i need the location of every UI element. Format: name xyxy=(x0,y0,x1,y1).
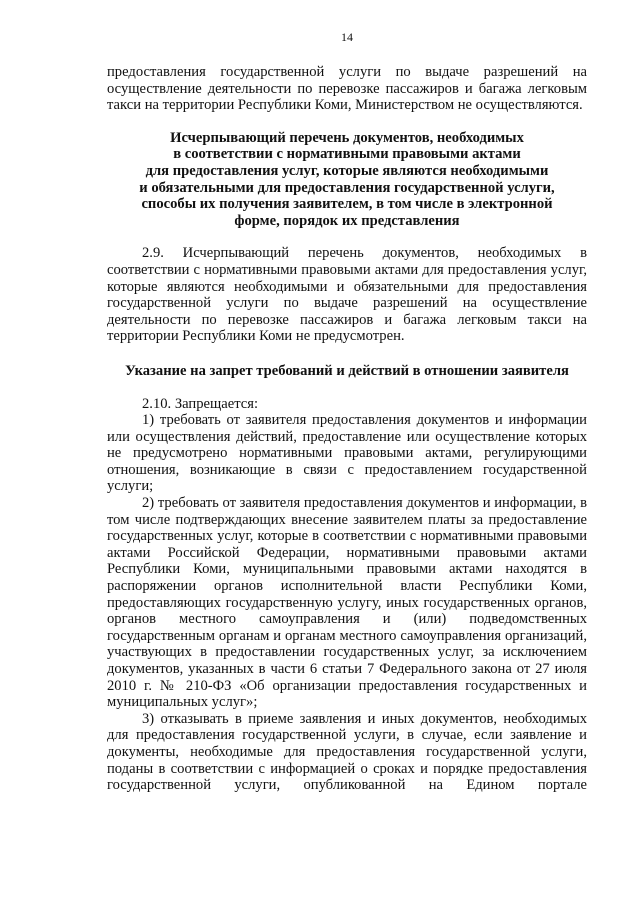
section-heading xyxy=(107,130,587,230)
list-item-1: 1) требовать от заявителя предоставления документов и информации или осуществления действий, предоставление или осуществление которых не предусмотрено нормативными правовыми актами, регулирующими отношения, возникающие в связи с предоставлением государственной услуги; xyxy=(107,412,587,495)
section-heading-line: для предоставления услуг, которые являются необходимыми xyxy=(145,162,549,179)
section-heading-line: способы их получения заявителем, в том числе в электронной xyxy=(141,196,553,213)
page-number: 14 xyxy=(341,30,353,44)
paragraph-2-9: 2.9. Исчерпывающий перечень документов, необходимых в соответствии с нормативными правовыми актами для предоставления услуг, которые являются необходимыми и обязательными для предоставления государственной услуги по выдаче разрешений на осуществление деятельности по перевозке пассажиров и багажа легковым такси на территории Республики Коми не предусмотрен. xyxy=(107,245,587,345)
document-page xyxy=(107,30,587,794)
section-heading-line: форме, порядок их представления xyxy=(234,212,460,229)
section-heading-line: Исчерпывающий перечень документов, необходимых xyxy=(170,129,524,146)
list-item-3: 3) отказывать в приеме заявления и иных документов, необходимых для предоставления государственной услуги, в случае, если заявление и документы, необходимые для предоставления государственной услуги, поданы в соответствии с информацией о сроках и порядке предоставления государственной услуги, опубликованной на Едином портале xyxy=(107,710,587,794)
paragraph-2-10: 2.10. Запрещается: xyxy=(142,395,259,412)
prohibition-heading: Указание на запрет требований и действий в отношении заявителя xyxy=(125,362,569,379)
intro-paragraph: предоставления государственной услуги по выдаче разрешений на осуществление деятельности по перевозке пассажиров и багажа легковым такси на территории Республики Коми, Министерством не осуществляются. xyxy=(107,64,587,114)
section-heading-line: и обязательными для предоставления государственной услуги, xyxy=(139,179,555,196)
section-heading-line: в соответствии с нормативными правовыми актами xyxy=(173,146,521,163)
list-item-2: 2) требовать от заявителя предоставления документов и информации, в том числе подтверждающих внесение заявителем платы за предоставление государственных услуг, которые в соответствии с нормативными правовыми актами Российской Федерации, нормативными правовыми актами Республики Коми, муниципальными правовыми актами находятся в распоряжении органов исполнительной власти Республики Коми, предоставляющих государственную услугу, иных государственных органов, органов местного самоуправления и (или) подведомственных государственным органам и органам местного самоуправления организаций, участвующих в предоставлении государственных услуг, за исключением документов, указанных в части 6 статьи 7 Федерального закона от 27 июля 2010 г. № 210-ФЗ «Об организации предоставления государственных и муниципальных услуг»; xyxy=(107,495,587,711)
